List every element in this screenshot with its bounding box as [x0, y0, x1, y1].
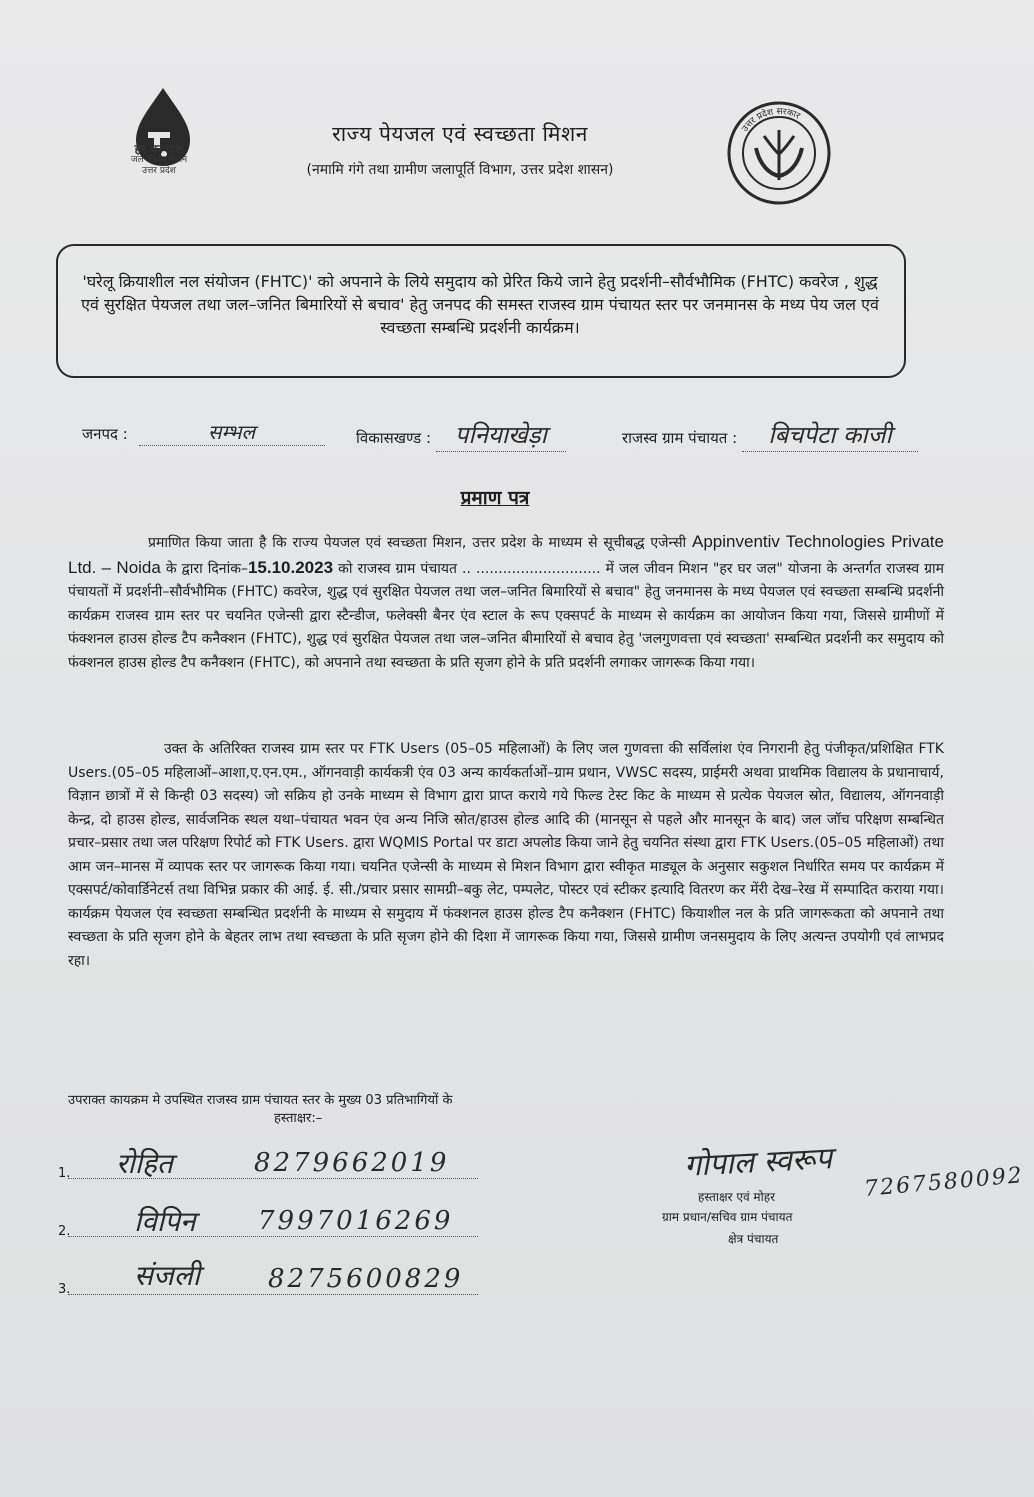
logo-text-line2: जल जीवन मिशन	[130, 155, 188, 165]
block-field	[356, 418, 566, 452]
participant-phone: 8275600829	[268, 1264, 464, 1294]
participant-signature: संजली	[134, 1259, 200, 1292]
logo-text-line3: उत्तर प्रदेश	[142, 166, 176, 176]
logo-text-line1: हर घर जल	[134, 142, 184, 156]
agency-name: Appinventiv Technologies Private Ltd. – Noida	[68, 532, 944, 577]
event-date: 15.10.2023	[247, 557, 334, 577]
certificate-paragraph-1	[68, 530, 944, 675]
panchayat-field	[622, 418, 918, 452]
panchayat-label: राजस्व ग्राम पंचायत :	[622, 429, 738, 447]
participants-title	[68, 1092, 628, 1128]
participants-title-line2: हस्ताक्षर:–	[274, 1111, 323, 1126]
block-label: विकासखण्ड :	[356, 429, 432, 447]
signatory-line2: ग्राम प्रधान/सचिव ग्राम पंचायत	[662, 1210, 793, 1224]
district-field	[82, 418, 325, 446]
participant-phone: 7997016269	[258, 1206, 454, 1236]
seal-text: उत्तर प्रदेश सरकार	[740, 106, 802, 134]
header-title: राज्य पेयजल एवं स्वच्छता मिशन	[332, 122, 588, 146]
signatory-line3: क्षेत्र पंचायत	[728, 1232, 779, 1246]
participant-phone: 8279662019	[254, 1148, 450, 1178]
district-value: सम्भल	[207, 420, 256, 444]
participants-title-line1: उपराक्त कायक्रम मे उपस्थित राजस्व ग्राम पंचायत स्तर के मुख्य 03 प्रतिभागियों के	[68, 1093, 453, 1108]
signatory-phone: 7267580092	[863, 1163, 1025, 1202]
participant-number: 1.	[58, 1166, 71, 1181]
signatory-signature: गोपाल स्वरूप	[683, 1141, 833, 1184]
participant-number: 2.	[58, 1224, 71, 1239]
signatory-line1: हस्ताक्षर एवं मोहर	[698, 1190, 776, 1204]
block-value: पनियाखेड़ा	[454, 421, 547, 449]
district-label: जनपद :	[82, 425, 128, 443]
p1-after-date: को राजस्व ग्राम पंचायत ..	[338, 560, 471, 577]
up-government-seal	[726, 100, 832, 206]
header-subtitle: (नमामि गंगे तथा ग्रामीण जलापूर्ति विभाग, उत्तर प्रदेश शासन)	[306, 162, 614, 178]
certificate-paragraph-2: उक्त के अतिरिक्त राजस्व ग्राम स्तर पर FTK Users (05–05 महिलाओं) के लिए जल गुणवत्ता की सर्विलांश एंव निगरानी हेतु पंजीकृत/प्रशिक्षित FTK Users.(05–05 महिलाओं–आशा,ए.एन.एम., ऑगनवाड़ी कार्यकत्री एंव 03 अन्य कार्यकर्ताओं–ग्राम प्रधान, VWSC सदस्य, प्राईमरी अथवा प्राथमिक विद्यालय के प्रधानाचार्य, विज्ञान छात्रों में से किन्ही 03 सदस्य) जो सक्रिय हो उनके माध्यम से विभाग द्वारा प्राप्त कराये गये फिल्ड टेस्ट किट के माध्यम से प्रत्येक पेयजल स्रोत, विद्यालय, ऑगनवाड़ी केन्द्र, दो हाउस होल्ड, सार्वजनिक स्थल यथा–पंचायत भवन एंव अन्य निजि स्रोत/हाउस होल्ड आदि की (मानसून से पहले और मानसून के बाद) जल जॉच परिक्षण सम्बन्धित प्रचार–प्रसार तथा जल परिक्षण रिपोर्ट को FTK Users. द्वारा WQMIS Portal पर डाटा अपलोड किया जाने हेतु चयनित संस्था द्वारा FTK Users.(05–05 महिलाओं) तथा आम जन–मानस में व्यापक स्तर पर जागरूक किया गया। चयनित एजेन्सी के माध्यम से मिशन विभाग द्वारा स्वीकृत माड्यूल के अनुसार सकुशल निर्धारित समय पर कार्यक्रम में एक्सपर्ट/कोवार्डिनेटर्स तथा विभिन्न प्रकार की आई. ई. सी./प्रचार प्रसार सामग्री–बकु लेट, पम्पलेट, पोस्टर एवं स्टीकर इत्यादि वितरण कर मेंरी देख–रेख में सम्पादित कराया गया। कार्यक्रम पेयजल एंव स्वच्छता सम्बन्धित प्रदर्शनी के माध्यम से समुदाय में फंक्शनल हाउस होल्ड टैप कनैक्शन (FHTC) कियाशील नल के प्रति जागरूकता को अपनाने तथा स्वच्छता के प्रति सृजग होने के बेहतर लाभ तथा स्वच्छता के प्रति सृजग होने की दिशा में जागरूक किया गया, जिससे ग्रामीण जनसमुदाय के लिए अत्यन्त उपयोगी एवं लाभप्रद रहा।	[68, 741, 944, 969]
participant-number: 3.	[58, 1282, 71, 1297]
p1-intro: प्रमाणित किया जाता है कि राज्य पेयजल एवं स्वच्छता मिशन, उत्तर प्रदेश के माध्यम से सूचीबद्ध एजेन्सी	[148, 535, 687, 551]
logo-caption	[104, 144, 214, 177]
participant-signature: रोहित	[116, 1147, 173, 1180]
panchayat-value: बिचपेटा काजी	[768, 421, 892, 449]
certificate-title: प्रमाण पत्र	[460, 487, 530, 509]
notice-text: 'घरेलू क्रियाशील नल संयोजन (FHTC)' को अपनाने के लिये समुदाय को प्रेरित किये जाने हेतु प्रदर्शनी–सौर्वभौमिक (FHTC) कवरेज , शुद्ध एवं सुरक्षित पेयजल तथा जल–जनित बिमारियों से बचाव' हेतु जनपद की समस्त राजस्व ग्राम पंचायत स्तर पर जनमानस के मध्य पेय जल एवं स्वच्छता सम्बन्धि प्रदर्शनी कार्यक्रम।	[81, 272, 879, 337]
participant-signature: विपिन	[134, 1205, 196, 1238]
p1-rest: ............................ में जल जीवन मिशन "हर घर जल" योजना के अन्तर्गत राजस्व ग्राम पंचायतों में प्रदर्शनी–सौर्वभौमिक (FHTC) कवरेज, शुद्ध एवं सुरक्षित पेयजल तथा जल–जनित बिमारियों से बचाव" हेतु जनमानस के मध्य पेयजल एवं स्वच्छता सम्बन्धि प्रदर्शनी कार्यक्रम राजस्व ग्राम स्तर पर चयनित एजेन्सी द्वारा स्टैन्डीज, फलेक्सी बैनर एंव स्टाल के रूप एक्सपर्ट के माध्यम से कार्यक्रम का आयोजन किया गया, जिससे ग्रामीणों में फंक्शनल हाउस होल्ड टैप कनैक्शन (FHTC), शुद्ध एवं सुरक्षित पेयजल तथा जल–जनित बीमारियों से बचाव हेतु 'जलगुणवत्ता एवं स्वच्छता' सम्बन्धित प्रदर्शनी कर समुदाय को फंक्शनल हाउस होल्ड टैप कनैक्शन (FHTC), को अपनाने तथा स्वच्छता के प्रति सृजग होने के प्रति प्रदर्शनी लगाकर जागरूक किया गया।	[68, 560, 945, 671]
date-prefix: के द्वारा दिनांक–	[165, 560, 248, 577]
